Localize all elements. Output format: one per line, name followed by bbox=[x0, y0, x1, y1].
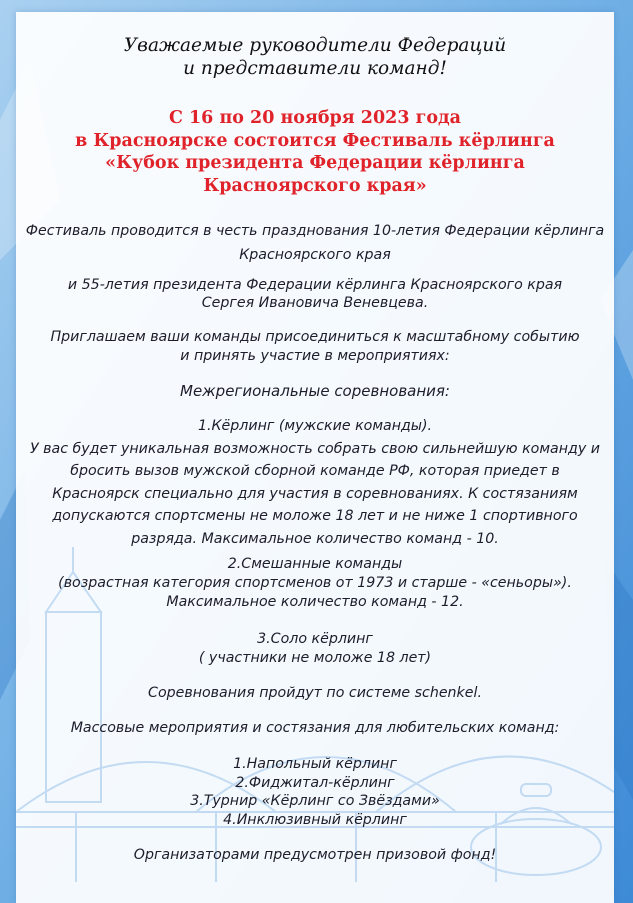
event-line: 3.Соло кёрлинг bbox=[257, 631, 373, 647]
list-item: 2.Фиджитал-кёрлинг bbox=[235, 774, 395, 791]
event-line: бросить вызов мужской сборной команде РФ, которая приедет в bbox=[70, 463, 560, 479]
event-line: допускаются спортсмены не моложе 18 лет и не ниже 1 спортивного bbox=[52, 508, 578, 524]
event-line: 1.Кёрлинг (мужские команды). bbox=[197, 418, 433, 434]
prize-fund-note: Организаторами предусмотрен призовой фонд! bbox=[133, 847, 497, 863]
headline bbox=[16, 107, 614, 197]
event-mixed-teams bbox=[16, 555, 614, 612]
intro-line: Сергея Ивановича Веневцева. bbox=[201, 295, 429, 311]
headline-line: «Кубок президента Федерации кёрлинга bbox=[105, 153, 525, 173]
invitation bbox=[16, 328, 614, 366]
event-line: Красноярск специально для участия в соревнованиях. К состязаниям bbox=[52, 485, 578, 502]
system-note: Соревнования пройдут по системе schenkel. bbox=[148, 685, 482, 701]
event-line: (возрастная категория спортсменов от 1973 и старше - «сеньоры»). bbox=[58, 575, 572, 591]
event-mens-curling bbox=[16, 415, 614, 550]
section-title: Межрегиональные соревнования: bbox=[180, 382, 450, 400]
greeting bbox=[16, 34, 614, 80]
intro-line: и 55-летия президента Федерации кёрлинга Красноярского края bbox=[67, 277, 563, 293]
event-solo-curling bbox=[16, 630, 614, 668]
intro-paragraph bbox=[16, 219, 614, 267]
greeting-line: и представители команд! bbox=[183, 58, 447, 79]
event-line: 2.Смешанные команды bbox=[227, 556, 403, 572]
intro-line: Фестиваль проводится в честь празднования 10-летия Федерации кёрлинга bbox=[25, 223, 605, 239]
list-item: 3.Турнир «Кёрлинг со Звёздами» bbox=[190, 793, 440, 809]
intro-paragraph-2 bbox=[16, 276, 614, 312]
greeting-line: Уважаемые руководители Федераций bbox=[123, 35, 507, 56]
amateur-title: Массовые мероприятия и состязания для любительских команд: bbox=[70, 720, 560, 736]
headline-line: С 16 по 20 ноября 2023 года bbox=[168, 108, 462, 128]
invitation-line: и принять участие в мероприятиях: bbox=[180, 348, 450, 364]
event-line: ( участники не моложе 18 лет) bbox=[198, 650, 432, 666]
invitation-line: Приглашаем ваши команды присоединиться к масштабному событию bbox=[50, 329, 580, 345]
list-item: 4.Инклюзивный кёрлинг bbox=[223, 811, 407, 828]
amateur-events-list bbox=[16, 755, 614, 829]
event-line: Максимальное количество команд - 12. bbox=[166, 594, 464, 610]
headline-line: Красноярского края» bbox=[203, 175, 427, 196]
list-item: 1.Напольный кёрлинг bbox=[233, 756, 397, 772]
event-line: У вас будет уникальная возможность собрать свою сильнейшую команду и bbox=[30, 440, 600, 457]
headline-line: в Красноярске состоится Фестиваль кёрлинга bbox=[75, 130, 555, 151]
event-line: разряда. Максимальное количество команд - 10. bbox=[131, 530, 499, 547]
intro-line: Красноярского края bbox=[239, 247, 391, 263]
